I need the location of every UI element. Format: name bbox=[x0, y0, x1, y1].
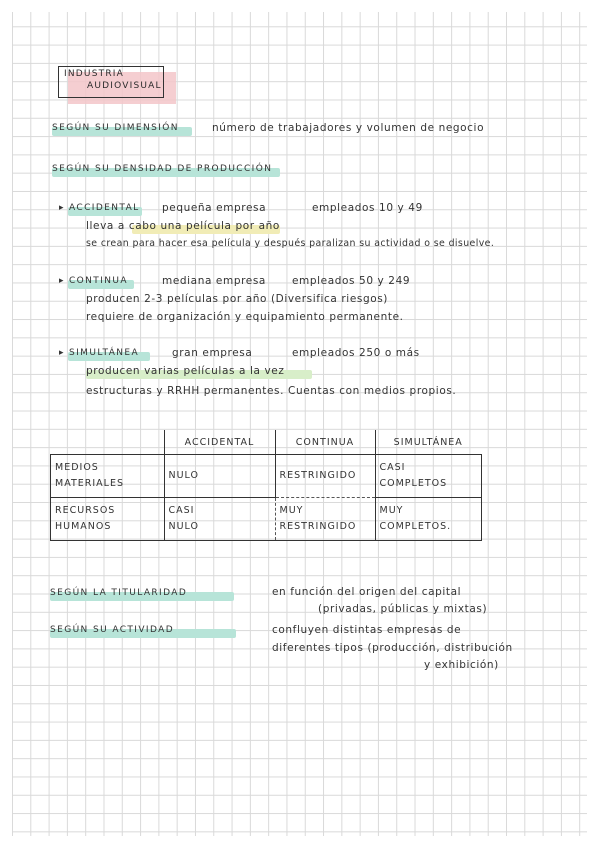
cell-line-2: NULO bbox=[168, 521, 199, 532]
simultanea-line-2: estructuras y RRHH permanentes. Cuentas con medios propios. bbox=[86, 385, 457, 397]
simultanea-employees: empleados 250 o más bbox=[292, 347, 420, 359]
cell-line-2: COMPLETOS. bbox=[379, 521, 452, 532]
accidental-label: ACCIDENTAL bbox=[69, 203, 140, 213]
cell-line-2: COMPLETOS bbox=[379, 478, 448, 489]
table-cell bbox=[164, 455, 275, 498]
cell-line-1: RESTRINGIDO bbox=[279, 470, 357, 481]
accidental-size: pequeña empresa bbox=[162, 202, 267, 214]
row-label-line-2: MATERIALES bbox=[55, 478, 124, 489]
actividad-heading: SEGÚN SU ACTIVIDAD bbox=[50, 625, 175, 635]
table-cell bbox=[164, 498, 275, 541]
row-label-line-1: RECURSOS bbox=[55, 505, 116, 516]
bullet-icon: ▸ bbox=[59, 348, 64, 358]
row-label-line-2: HUMANOS bbox=[55, 521, 112, 532]
accidental-line-1: lleva a cabo una película por año bbox=[86, 220, 280, 232]
continua-employees: empleados 50 y 249 bbox=[292, 275, 411, 287]
table-header-row bbox=[51, 430, 482, 455]
title-block bbox=[58, 66, 174, 106]
table-cell bbox=[375, 498, 481, 541]
table-cell bbox=[275, 498, 375, 541]
simultanea-line-1: producen varias películas a la vez bbox=[86, 365, 285, 377]
densidad-heading: SEGÚN SU DENSIDAD DE PRODUCCIÓN bbox=[52, 164, 273, 174]
cell-line-1: CASI bbox=[168, 505, 195, 516]
bullet-icon: ▸ bbox=[59, 276, 64, 286]
cell-line-1: MUY bbox=[279, 505, 304, 516]
title-line-1: INDUSTRIA bbox=[64, 69, 124, 79]
table-header-continua: CONTINUA bbox=[275, 430, 375, 455]
table-row bbox=[51, 498, 482, 541]
continua-line-2: requiere de organización y equipamiento permanente. bbox=[86, 311, 404, 323]
comparison-table bbox=[50, 430, 482, 541]
simultanea-size: gran empresa bbox=[172, 347, 253, 359]
cell-line-1: NULO bbox=[168, 470, 199, 481]
actividad-line-3: y exhibición) bbox=[424, 659, 499, 671]
bullet-icon: ▸ bbox=[59, 203, 64, 213]
table-header-empty bbox=[51, 430, 165, 455]
continua-line-1: producen 2-3 películas por año (Diversifica riesgos) bbox=[86, 293, 389, 305]
cell-line-1: MUY bbox=[379, 505, 404, 516]
titularidad-line-2: (privadas, públicas y mixtas) bbox=[318, 603, 488, 615]
table-header-accidental: ACCIDENTAL bbox=[164, 430, 275, 455]
table-header-simultanea: SIMULTÁNEA bbox=[375, 430, 481, 455]
cell-line-1: CASI bbox=[379, 462, 406, 473]
table-cell bbox=[275, 455, 375, 498]
actividad-line-1: confluyen distintas empresas de bbox=[272, 624, 462, 636]
cell-line-2: RESTRINGIDO bbox=[279, 521, 357, 532]
title-line-2: AUDIOVISUAL bbox=[87, 81, 162, 91]
titularidad-heading: SEGÚN LA TITULARIDAD bbox=[50, 588, 188, 598]
continua-label: CONTINUA bbox=[69, 276, 128, 286]
dimension-description: número de trabajadores y volumen de negocio bbox=[212, 122, 485, 134]
row-label-line-1: MEDIOS bbox=[55, 462, 99, 473]
actividad-line-2: diferentes tipos (producción, distribución bbox=[272, 642, 513, 654]
table-cell bbox=[375, 455, 481, 498]
row-label bbox=[51, 498, 165, 541]
accidental-employees: empleados 10 y 49 bbox=[312, 202, 423, 214]
simultanea-label: SIMULTÁNEA bbox=[69, 348, 140, 358]
row-label bbox=[51, 455, 165, 498]
title-box bbox=[58, 66, 164, 98]
table-row bbox=[51, 455, 482, 498]
titularidad-line-1: en función del origen del capital bbox=[272, 586, 462, 598]
accidental-line-2: se crean para hacer esa película y después paralizan su actividad o se disuelve. bbox=[86, 238, 495, 249]
continua-size: mediana empresa bbox=[162, 275, 266, 287]
dimension-heading: SEGÚN SU DIMENSIÓN bbox=[52, 123, 179, 133]
